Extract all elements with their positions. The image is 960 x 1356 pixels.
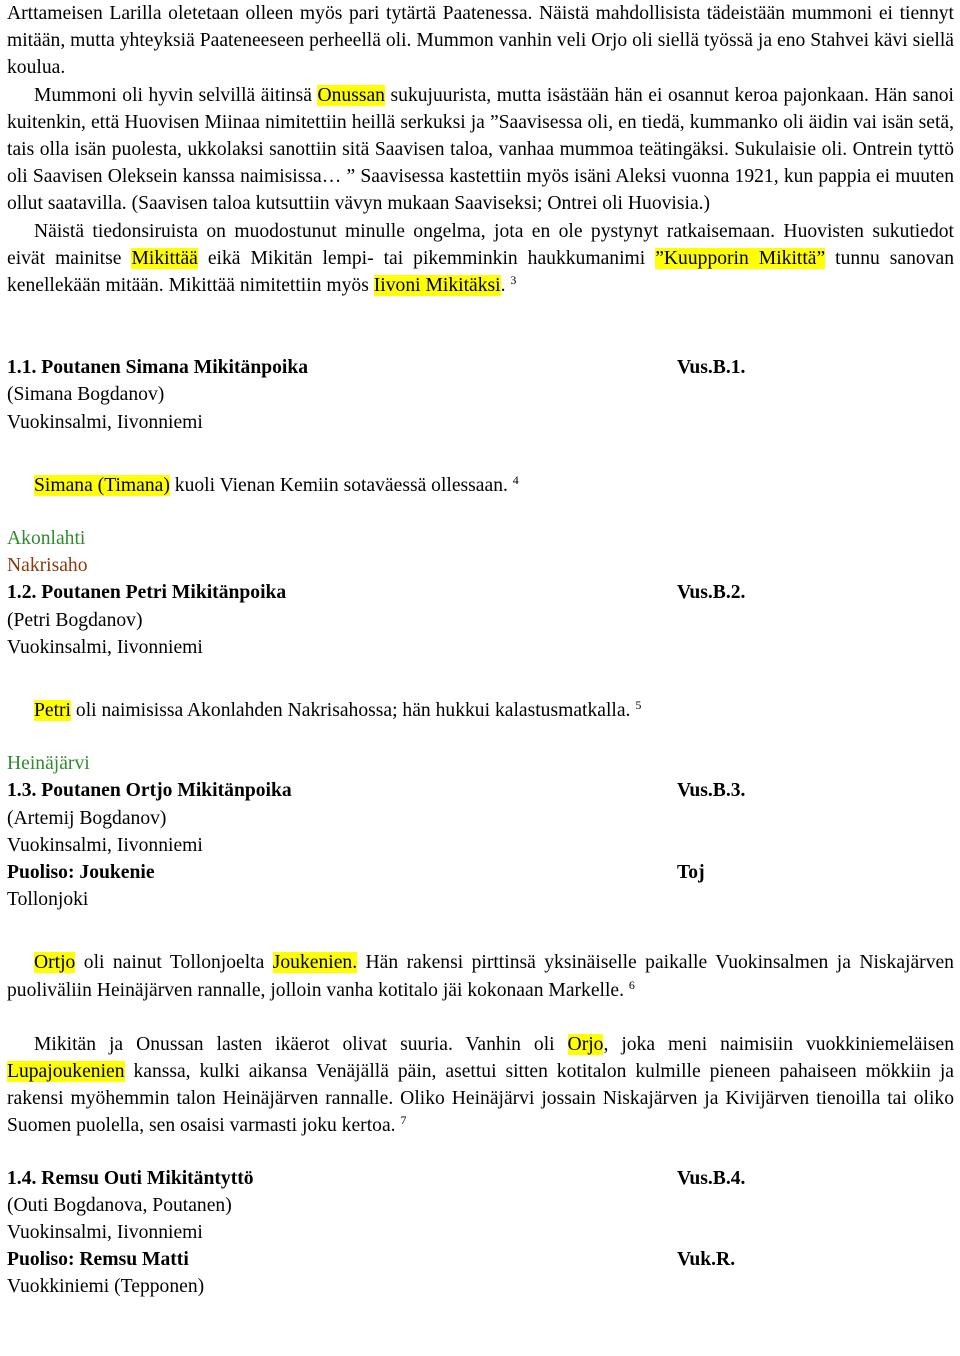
entry-code: Vus.B.4. xyxy=(677,1167,746,1189)
highlight-onussan: Onussan xyxy=(317,84,385,106)
entry-heading xyxy=(7,777,954,804)
ortjo-note xyxy=(7,949,954,1003)
entry-place: Vuokinsalmi, Iivonniemi xyxy=(7,1222,203,1244)
entry-place: Vuokinsalmi, Iivonniemi xyxy=(7,636,203,658)
note-text: Hän rakensi pirttinsä yksinäiselle paikalle Vuokinsalmen ja Niskajärven puoliväliin Heinäjärven rannalle, jolloin vanha kotitalo jäi kokonaan Markelle. xyxy=(7,952,954,1001)
footnote-ref: 5 xyxy=(635,698,642,713)
paragraph-text: Näistä tiedonsiruista on muodostunut minulle ongelma, jota en ole pystynyt ratkaisemaan. Huovisten sukutiedot eivät mainitse xyxy=(7,220,954,269)
highlight-lupajoukenien: Lupajoukenien xyxy=(7,1061,125,1083)
entry-title: 1.1. Poutanen Simana Mikitänpoika xyxy=(7,357,309,379)
note-text: oli nainut Tollonjoelta xyxy=(75,952,273,974)
highlight-orjo: Orjo xyxy=(567,1033,604,1055)
spouse-label: Puoliso: Remsu Matti xyxy=(7,1249,189,1271)
spouse-heading xyxy=(7,1246,954,1273)
note-text: kuoli Vienan Kemiin sotaväessä ollessaan. xyxy=(169,474,513,496)
spouse-code: Vuk.R. xyxy=(677,1249,736,1271)
entry-title: 1.2. Poutanen Petri Mikitänpoika xyxy=(7,582,287,604)
note-text: kanssa, kulki aikansa Venäjällä päin, asettui sitten kotitalon kulmille pieneen pahaiseen mökkiin ja rakensi myöhemmin talon Heinäjärven rannalle. Oliko Heinäjärvi jossain Niskajärven ja Kivijärven tienoilla tai oliko Suomen puolella, sen osaisi varmasti joku kertoa. xyxy=(7,1061,954,1137)
entry-heading xyxy=(7,579,954,606)
place-label: Akonlahti xyxy=(7,528,86,550)
spouse-label: Puoliso: Joukenie xyxy=(7,862,155,884)
footnote-ref: 7 xyxy=(400,1113,407,1128)
paragraph-intro-3 xyxy=(7,218,954,300)
children-note xyxy=(7,1031,954,1140)
footnote-ref: 4 xyxy=(512,472,519,487)
entry-title: 1.4. Remsu Outi Mikitäntyttö xyxy=(7,1167,254,1189)
paragraph-text: sukujuurista, mutta isästään hän ei osannut keroa pajonkaan. Hän sanoi kuitenkin, että Huovisen Miinaa nimitettiin heillä serkuksi ja ”Saavisessa oli, en tiedä, kummanko oli äidin vai isän setä, tais olla isän puolesta, ukkolaksi sanottiin sitä Saavisen taloa, vanhaa mummoa teätingäksi. Sukulaisie oli. Ontrein tyttö oli Saavisen Oleksein kanssa naimisissa… ” Saavisessa kastettiin myös isäni Aleksi vuonna 1921, kun pappia ei muuten ollut saatavilla. (Saavisen taloa kutsuttiin vävyn mukaan Saaviseksi; Ontrei oli Huovisia.) xyxy=(7,84,954,215)
spouse-code: Toj xyxy=(677,862,705,884)
spouse-heading xyxy=(7,859,954,886)
entry-title: 1.3. Poutanen Ortjo Mikitänpoika xyxy=(7,780,292,802)
entry-alias: (Petri Bogdanov) xyxy=(7,609,143,631)
paragraph-intro-1: Arttameisen Larilla oletetaan olleen myös pari tytärtä Paatenessa. Näistä mahdollisista tädeistään mummoni ei tiennyt mitään, mutta yhteyksiä Paateneeseen perheellä oli. Mummon vanhin veli Orjo oli siellä työssä ja eno Stahvei kävi siellä koulua. xyxy=(7,3,954,79)
note-text: , joka meni naimisiin vuokkiniemeläisen xyxy=(603,1033,955,1055)
spouse-place: Tollonjoki xyxy=(7,889,89,911)
paragraph-text: eikä Mikitän lempi- tai pikemminkin haukkumanimi xyxy=(197,247,656,269)
document-page xyxy=(7,0,954,1301)
place-label: Heinäjärvi xyxy=(7,753,90,775)
highlight-ortjo: Ortjo xyxy=(34,952,76,974)
paragraph-text: Mummoni oli hyvin selvillä äitinsä xyxy=(34,84,318,106)
highlight-joukenien: Joukenien. xyxy=(272,952,358,974)
note-text: Mikitän ja Onussan lasten ikäerot olivat suuria. Vanhin oli xyxy=(34,1033,568,1055)
entry-note xyxy=(7,472,954,499)
entry-heading xyxy=(7,354,954,381)
entry-alias: (Outi Bogdanova, Poutanen) xyxy=(7,1194,232,1216)
entry-place: Vuokinsalmi, Iivonniemi xyxy=(7,834,203,856)
highlight-name: Petri xyxy=(34,700,72,722)
paragraph-text: . xyxy=(500,275,511,297)
footnote-ref: 3 xyxy=(510,273,517,288)
note-text: oli naimisissa Akonlahden Nakrisahossa; hän hukkui kalastusmatkalla. xyxy=(71,700,636,722)
highlight-kuupporin-mikitta: ”Kuupporin Mikittä” xyxy=(655,247,826,269)
paragraph-intro-2 xyxy=(7,82,954,218)
entry-code: Vus.B.1. xyxy=(677,357,746,379)
highlight-mikittaa: Mikittää xyxy=(131,247,198,269)
highlight-iivoni-mikitaksi: Iivoni Mikitäksi xyxy=(373,275,501,297)
entry-place: Vuokinsalmi, Iivonniemi xyxy=(7,411,203,433)
entry-alias: (Artemij Bogdanov) xyxy=(7,807,167,829)
spouse-place: Vuokkiniemi (Tepponen) xyxy=(7,1276,205,1298)
entry-code: Vus.B.3. xyxy=(677,780,746,802)
entry-note xyxy=(7,697,954,724)
footnote-ref: 6 xyxy=(628,977,635,992)
entry-heading xyxy=(7,1165,954,1192)
place-label: Nakrisaho xyxy=(7,555,88,577)
paragraph-text: tunnu sanovan kenellekään mitään. Mikittää nimitettiin myös xyxy=(7,247,954,297)
highlight-name: Simana (Timana) xyxy=(34,474,170,496)
entry-alias: (Simana Bogdanov) xyxy=(7,384,165,406)
entry-code: Vus.B.2. xyxy=(677,582,746,604)
